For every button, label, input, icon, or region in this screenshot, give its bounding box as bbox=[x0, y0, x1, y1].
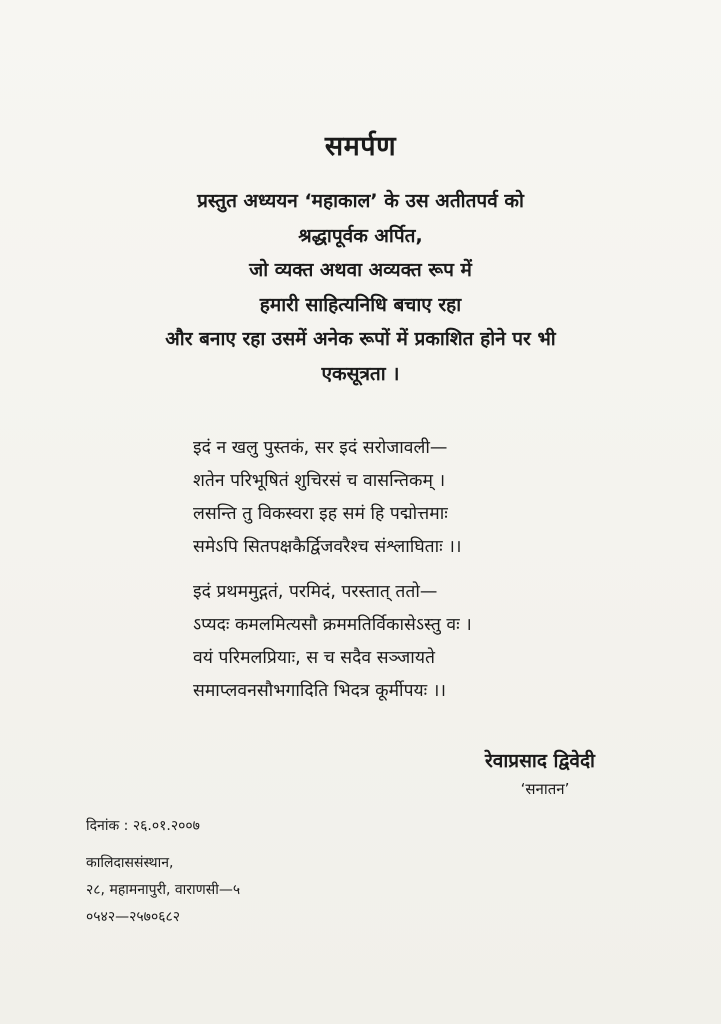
verse-line: लसन्ति तु विकस्वरा इह समं हि पद्मोत्तमाः bbox=[193, 504, 448, 524]
dedication-line: एकसूत्रता । bbox=[321, 362, 400, 385]
page-title: समर्पण bbox=[324, 131, 397, 162]
verse-line: ऽप्यदः कमलमित्यसौ क्रममतिर्विकासेऽस्तु वः । bbox=[193, 615, 472, 635]
address-line: २८, महामनापुरी, वाराणसी—५ bbox=[86, 882, 241, 898]
author-alias: ‘सनातन’ bbox=[520, 780, 570, 798]
verse-line: समाप्लवनसौभगादिति भिदत्र कूर्मीपयः ।। bbox=[193, 681, 447, 701]
signature-block bbox=[440, 746, 640, 802]
dedication-line: जो व्यक्त अथवा अव्यक्त रूप में bbox=[249, 259, 472, 281]
dedication-line: श्रद्धापूर्वक अर्पित, bbox=[298, 224, 423, 247]
verse-line: इदं न खलु पुस्तकं, सर इदं सरोजावली— bbox=[193, 438, 448, 458]
verse-line: इदं प्रथममुद्गतं, परमिदं, परस्तात् ततो— bbox=[193, 582, 438, 602]
verse-stanza-2 bbox=[193, 576, 613, 708]
dedication-line: प्रस्तुत अध्ययन ‘महाकाल’ के उस अतीतपर्व को bbox=[197, 190, 524, 212]
address-block bbox=[86, 850, 240, 931]
address-line: कालिदाससंस्थान, bbox=[86, 855, 174, 871]
date-line: दिनांक : २६.०१.२००७ bbox=[86, 818, 200, 834]
dedication-line: हमारी साहित्यनिधि बचाए रहा bbox=[259, 293, 462, 316]
author-name: रेवाप्रसाद द्विवेदी bbox=[485, 750, 595, 772]
verse-line: वयं परिमलप्रियाः, स च सदैव सञ्जायते bbox=[193, 648, 435, 668]
verse-line: शतेन परिभूषितं शुचिरसं च वासन्तिकम् । bbox=[193, 471, 446, 491]
verse-line: समेऽपि सितपक्षकैर्द्विजवरैश्च संश्लाघिताः ।। bbox=[193, 537, 462, 557]
verse-stanza-1 bbox=[193, 432, 613, 564]
dedication-line: और बनाए रहा उसमें अनेक रूपों में प्रकाशित होने पर भी bbox=[165, 328, 556, 350]
address-line: ०५४२—२५७०६८२ bbox=[86, 909, 181, 925]
dedication-text bbox=[0, 184, 721, 391]
